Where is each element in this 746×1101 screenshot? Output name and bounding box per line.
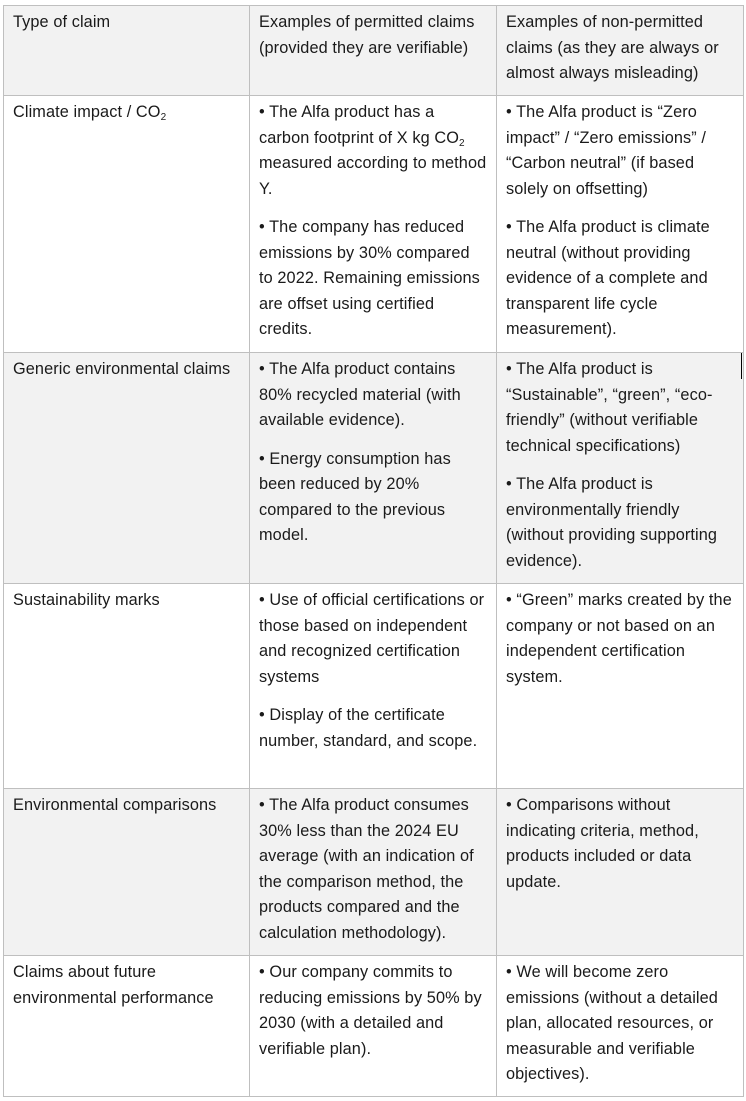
row-non-permitted-cell — [497, 96, 744, 353]
row-type-cell — [4, 353, 250, 584]
row-type-cell — [4, 96, 250, 353]
row-type: Claims about future environmental performance — [13, 963, 214, 1007]
header-type-cell — [4, 6, 250, 96]
row-type: Generic environmental claims — [13, 360, 231, 378]
row-type: Climate impact / $CO_2$ — [13, 103, 167, 123]
permitted-example: • The Alfa product has a carbon footprint of X kg $CO_2$ measured according to method Y. — [259, 103, 487, 198]
permitted-example: • Use of official certifications or those based on independent and recognized certification systems — [259, 591, 485, 686]
row-permitted-cell — [250, 789, 497, 956]
non-permitted-example: • “Green” marks created by the company or not based on an independent certification system. — [506, 591, 732, 686]
row-type-cell — [4, 789, 250, 956]
header-non-permitted-cell — [497, 6, 744, 96]
non-permitted-example: • The Alfa product is “Zero impact” / “Zero emissions” / “Carbon neutral” (if based solely on offsetting) — [506, 103, 707, 198]
permitted-example: • The Alfa product consumes 30% less than the 2024 EU average (with an indication of the comparison method, the products compared and the calculation methodology). — [259, 796, 474, 942]
non-permitted-example: • We will become zero emissions (without a detailed plan, allocated resources, or measurable and verifiable objectives). — [506, 963, 718, 1083]
row-non-permitted-cell — [497, 584, 744, 789]
text-cursor — [741, 353, 742, 379]
claims-table-container — [3, 5, 744, 1097]
header-type: Type of claim — [13, 13, 111, 31]
permitted-example: • Display of the certificate number, standard, and scope. — [259, 706, 478, 750]
claims-table — [3, 5, 744, 1097]
row-type: Environmental comparisons — [13, 796, 217, 814]
table-row — [4, 584, 744, 789]
header-permitted: Examples of permitted claims (provided they are verifiable) — [259, 13, 475, 57]
row-non-permitted-cell — [497, 789, 744, 956]
table-header-row — [4, 6, 744, 96]
permitted-example: • The Alfa product contains 80% recycled material (with available evidence). — [259, 360, 461, 429]
non-permitted-example: • The Alfa product is climate neutral (without providing evidence of a complete and transparent life cycle measurement). — [506, 218, 710, 338]
header-permitted-cell — [250, 6, 497, 96]
table-row — [4, 956, 744, 1097]
non-permitted-example: • Comparisons without indicating criteria, method, products included or data update. — [506, 796, 699, 891]
table-row — [4, 96, 744, 353]
row-type: Sustainability marks — [13, 591, 160, 609]
row-type-cell — [4, 956, 250, 1097]
non-permitted-example: • The Alfa product is “Sustainable”, “green”, “eco-friendly” (without verifiable technical specifications) — [506, 360, 713, 455]
non-permitted-example: • The Alfa product is environmentally friendly (without providing supporting evidence). — [506, 475, 718, 570]
row-type-cell — [4, 584, 250, 789]
row-permitted-cell — [250, 96, 497, 353]
permitted-example: • The company has reduced emissions by 30% compared to 2022. Remaining emissions are offset using certified credits. — [259, 218, 480, 338]
table-row — [4, 789, 744, 956]
permitted-example: • Energy consumption has been reduced by 20% compared to the previous model. — [259, 449, 451, 544]
row-non-permitted-cell — [497, 353, 744, 584]
permitted-example: • Our company commits to reducing emissions by 50% by 2030 (with a detailed and verifiable plan). — [259, 963, 482, 1058]
row-permitted-cell — [250, 353, 497, 584]
row-permitted-cell — [250, 956, 497, 1097]
table-row — [4, 353, 744, 584]
row-non-permitted-cell — [497, 956, 744, 1097]
header-non-permitted: Examples of non-permitted claims (as they are always or almost always misleading) — [506, 13, 719, 82]
row-permitted-cell — [250, 584, 497, 789]
